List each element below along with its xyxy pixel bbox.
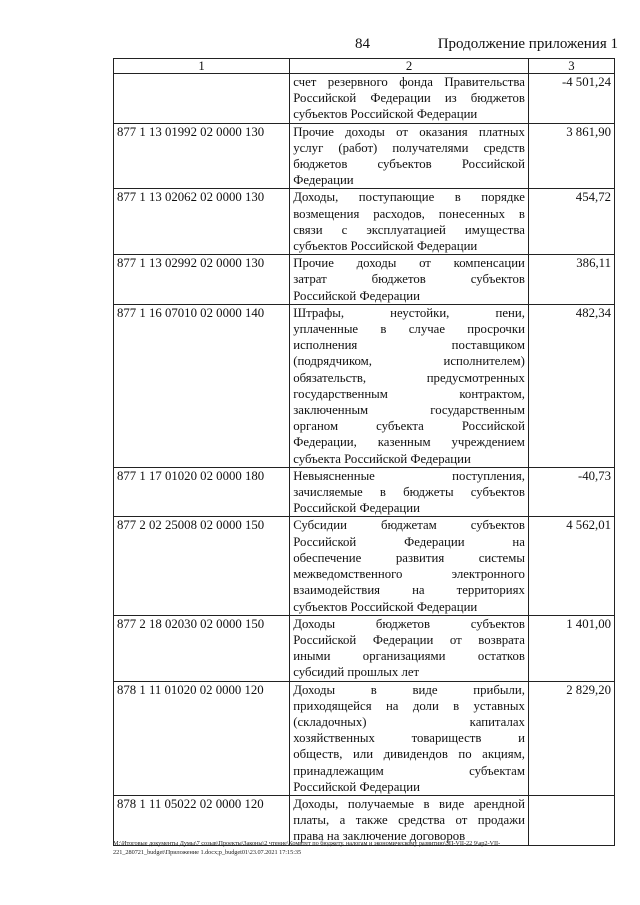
table-row bbox=[114, 74, 615, 124]
table-row bbox=[114, 681, 615, 795]
amount-cell: 4 562,01 bbox=[528, 517, 614, 615]
budget-code-cell: 877 1 13 01992 02 0000 130 bbox=[114, 123, 290, 189]
description-cell bbox=[290, 304, 529, 467]
description-cell bbox=[290, 255, 529, 305]
file-path-footer bbox=[113, 839, 618, 857]
budget-code-cell bbox=[114, 74, 290, 124]
description-line: иными организациями остатков bbox=[293, 649, 525, 664]
description-line: субсидий прошлых лет bbox=[293, 665, 420, 680]
amount-cell: 1 401,00 bbox=[528, 615, 614, 681]
description-line: обществ, или дивидендов по акциям, bbox=[293, 747, 525, 762]
description-line: платы, а также средства от продажи bbox=[293, 813, 525, 828]
description-cell bbox=[290, 615, 529, 681]
footer-line-1: M:\Итоговые документы Думы\7 созыв\Проекты\Законы\2 чтение\Комитет по бюджету, налогам и экономическому развитию\ЗП-VII-22 9\ap2-VII- bbox=[113, 840, 501, 847]
amount-cell: -40,73 bbox=[528, 467, 614, 517]
description-cell bbox=[290, 795, 529, 845]
description-cell bbox=[290, 681, 529, 795]
description-line: субъектов Российской Федерации bbox=[293, 239, 478, 254]
table-row bbox=[114, 615, 615, 681]
description-line: счет резервного фонда Правительства bbox=[293, 75, 525, 89]
budget-code-cell: 877 2 18 02030 02 0000 150 bbox=[114, 615, 290, 681]
description-line: заключенным государственным bbox=[293, 403, 525, 418]
description-line: уплаченные в случае просрочки bbox=[293, 322, 525, 337]
description-line: Субсидии бюджетам субъектов bbox=[293, 518, 525, 533]
column-header-1: 1 bbox=[114, 59, 290, 74]
description-line: бюджетов субъектов Российской bbox=[293, 157, 525, 172]
amount-cell: 3 861,90 bbox=[528, 123, 614, 189]
budget-code-cell: 878 1 11 05022 02 0000 120 bbox=[114, 795, 290, 845]
description-line: исполнения поставщиком bbox=[293, 338, 525, 353]
description-line: межведомственного электронного bbox=[293, 567, 525, 582]
budget-code-cell: 877 1 13 02992 02 0000 130 bbox=[114, 255, 290, 305]
description-line: обязательств, предусмотренных bbox=[293, 370, 525, 385]
amount-cell: 386,11 bbox=[528, 255, 614, 305]
table-row bbox=[114, 795, 615, 845]
budget-code-cell: 878 1 11 01020 02 0000 120 bbox=[114, 681, 290, 795]
description-line: принадлежащим субъектам bbox=[293, 763, 525, 778]
budget-code-cell: 877 1 17 01020 02 0000 180 bbox=[114, 467, 290, 517]
description-line: субъекта Российской Федерации bbox=[293, 451, 471, 466]
table-row bbox=[114, 123, 615, 189]
description-line: Штрафы, неустойки, пени, bbox=[293, 305, 525, 320]
description-line: Российской Федерации bbox=[293, 779, 420, 794]
description-line: приходящейся на доли в уставных bbox=[293, 698, 525, 713]
amount-cell: 2 829,20 bbox=[528, 681, 614, 795]
table-header-row bbox=[114, 59, 615, 74]
description-line: Российской Федерации из бюджетов bbox=[293, 91, 525, 106]
description-line: связи с эксплуатацией имущества bbox=[293, 222, 525, 237]
description-cell bbox=[290, 74, 529, 124]
table-row bbox=[114, 304, 615, 467]
column-header-2: 2 bbox=[290, 59, 529, 74]
amount-cell: -4 501,24 bbox=[528, 74, 614, 124]
description-line: субъектов Российской Федерации bbox=[293, 599, 478, 614]
description-line: возмещения расходов, понесенных в bbox=[293, 206, 525, 221]
description-line: затрат бюджетов субъектов bbox=[293, 272, 525, 287]
description-line: права на заключение договоров bbox=[293, 829, 466, 844]
description-line: Доходы, получаемые в виде арендной bbox=[293, 796, 525, 811]
description-cell bbox=[290, 123, 529, 189]
table-row bbox=[114, 255, 615, 305]
table-row bbox=[114, 189, 615, 255]
budget-code-cell: 877 1 16 07010 02 0000 140 bbox=[114, 304, 290, 467]
description-line: органом субъекта Российской bbox=[293, 419, 525, 434]
description-line: Российской Федерации bbox=[293, 501, 420, 516]
description-line: взаимодействия на территориях bbox=[293, 583, 525, 598]
description-line: субъектов Российской Федерации bbox=[293, 107, 478, 122]
description-line: (складочных) капиталах bbox=[293, 714, 525, 729]
amount-cell: 454,72 bbox=[528, 189, 614, 255]
description-line: Федерации bbox=[293, 173, 354, 188]
description-line: Российской Федерации на bbox=[293, 534, 525, 549]
description-line: Доходы в виде прибыли, bbox=[293, 682, 525, 697]
description-line: зачисляемые в бюджеты субъектов bbox=[293, 485, 525, 500]
description-line: Доходы бюджетов субъектов bbox=[293, 616, 525, 631]
description-line: Федерации, казенным учреждением bbox=[293, 435, 525, 450]
description-line: услуг (работ) получателями средств bbox=[293, 140, 525, 155]
description-cell bbox=[290, 189, 529, 255]
budget-code-cell: 877 1 13 02062 02 0000 130 bbox=[114, 189, 290, 255]
description-line: хозяйственных товариществ и bbox=[293, 731, 525, 746]
description-cell bbox=[290, 467, 529, 517]
amount-cell bbox=[528, 795, 614, 845]
description-cell bbox=[290, 517, 529, 615]
description-line: Российской Федерации bbox=[293, 288, 420, 303]
table-row bbox=[114, 517, 615, 615]
description-line: Прочие доходы от оказания платных bbox=[293, 124, 525, 139]
footer-line-2: 221_280721_budget\Приложение 1.docx;p_budget01\23.07.2021 17:15:35 bbox=[113, 849, 302, 856]
description-line: обеспечение развития системы bbox=[293, 550, 525, 565]
budget-code-cell: 877 2 02 25008 02 0000 150 bbox=[114, 517, 290, 615]
description-line: Доходы, поступающие в порядке bbox=[293, 190, 525, 205]
budget-table bbox=[113, 58, 615, 846]
column-header-3: 3 bbox=[528, 59, 614, 74]
page-number: 84 bbox=[355, 36, 370, 52]
description-line: Невыясненные поступления, bbox=[293, 468, 525, 483]
amount-cell: 482,34 bbox=[528, 304, 614, 467]
table-row bbox=[114, 467, 615, 517]
description-line: Российской Федерации от возврата bbox=[293, 632, 525, 647]
description-line: (подрядчиком, исполнителем) bbox=[293, 354, 525, 369]
description-line: Прочие доходы от компенсации bbox=[293, 256, 525, 271]
continuation-label: Продолжение приложения 1 bbox=[437, 36, 618, 52]
description-line: государственным контрактом, bbox=[293, 386, 525, 401]
